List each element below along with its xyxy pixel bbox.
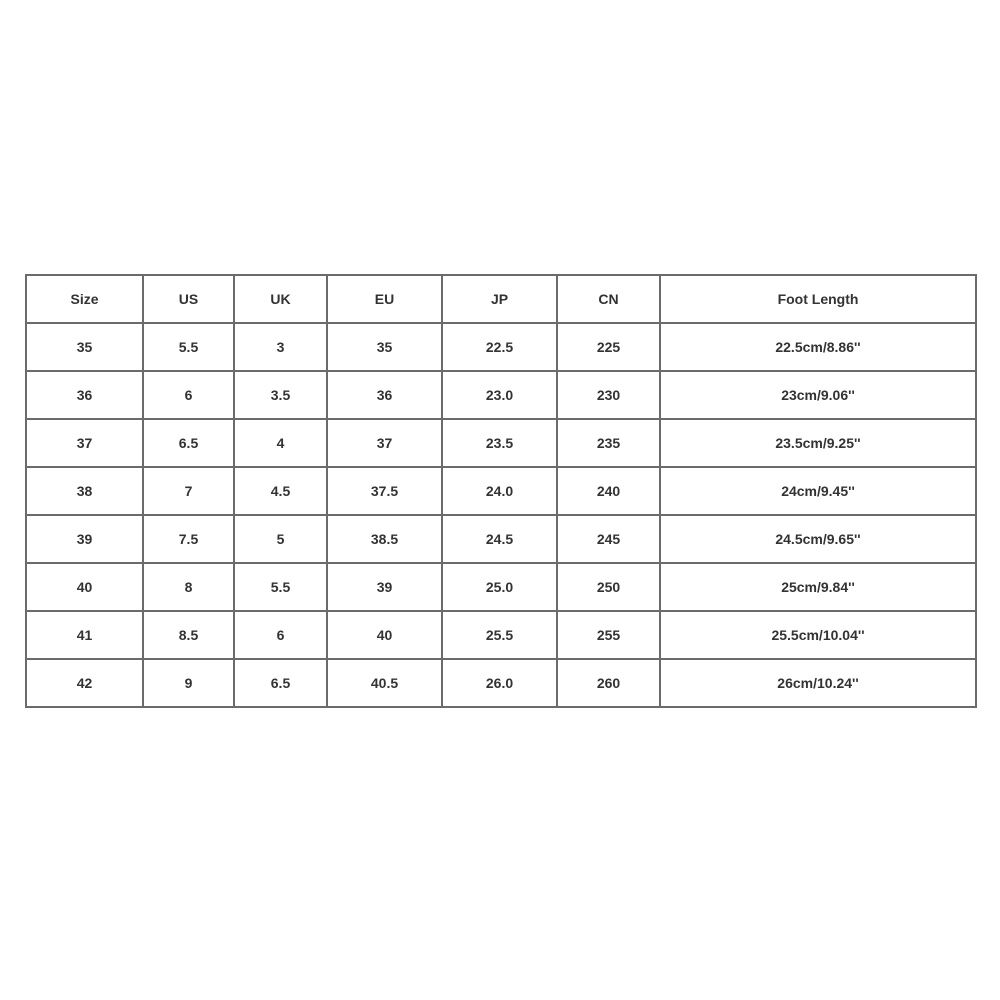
header-us: US [143, 275, 234, 323]
header-size: Size [26, 275, 143, 323]
cell-eu: 38.5 [327, 515, 442, 563]
cell-size: 36 [26, 371, 143, 419]
cell-us: 6 [143, 371, 234, 419]
cell-eu: 40 [327, 611, 442, 659]
cell-us: 8.5 [143, 611, 234, 659]
cell-jp: 26.0 [442, 659, 557, 707]
header-foot-length: Foot Length [660, 275, 976, 323]
header-eu: EU [327, 275, 442, 323]
cell-jp: 23.5 [442, 419, 557, 467]
cell-cn: 255 [557, 611, 660, 659]
table-header-row [26, 275, 976, 323]
table-row [26, 611, 976, 659]
cell-us: 7.5 [143, 515, 234, 563]
cell-cn: 260 [557, 659, 660, 707]
cell-eu: 36 [327, 371, 442, 419]
cell-uk: 4.5 [234, 467, 327, 515]
cell-cn: 230 [557, 371, 660, 419]
cell-us: 9 [143, 659, 234, 707]
cell-size: 42 [26, 659, 143, 707]
cell-eu: 37 [327, 419, 442, 467]
cell-jp: 25.5 [442, 611, 557, 659]
cell-uk: 3.5 [234, 371, 327, 419]
cell-jp: 22.5 [442, 323, 557, 371]
header-cn: CN [557, 275, 660, 323]
cell-size: 35 [26, 323, 143, 371]
size-chart-table [25, 274, 977, 708]
cell-size: 39 [26, 515, 143, 563]
cell-foot-length: 25.5cm/10.04'' [660, 611, 976, 659]
cell-eu: 40.5 [327, 659, 442, 707]
cell-uk: 4 [234, 419, 327, 467]
header-jp: JP [442, 275, 557, 323]
cell-foot-length: 26cm/10.24'' [660, 659, 976, 707]
cell-us: 7 [143, 467, 234, 515]
cell-jp: 23.0 [442, 371, 557, 419]
cell-cn: 240 [557, 467, 660, 515]
table-row [26, 371, 976, 419]
cell-cn: 250 [557, 563, 660, 611]
cell-cn: 225 [557, 323, 660, 371]
cell-eu: 39 [327, 563, 442, 611]
table-row [26, 563, 976, 611]
cell-foot-length: 25cm/9.84'' [660, 563, 976, 611]
cell-jp: 24.0 [442, 467, 557, 515]
header-uk: UK [234, 275, 327, 323]
cell-jp: 25.0 [442, 563, 557, 611]
cell-size: 38 [26, 467, 143, 515]
cell-foot-length: 22.5cm/8.86'' [660, 323, 976, 371]
table-row [26, 323, 976, 371]
cell-eu: 35 [327, 323, 442, 371]
cell-foot-length: 24cm/9.45'' [660, 467, 976, 515]
cell-uk: 5 [234, 515, 327, 563]
cell-foot-length: 24.5cm/9.65'' [660, 515, 976, 563]
cell-uk: 6.5 [234, 659, 327, 707]
cell-uk: 5.5 [234, 563, 327, 611]
cell-us: 5.5 [143, 323, 234, 371]
table-row [26, 467, 976, 515]
cell-size: 37 [26, 419, 143, 467]
table-row [26, 419, 976, 467]
cell-cn: 245 [557, 515, 660, 563]
cell-uk: 6 [234, 611, 327, 659]
table-row [26, 659, 976, 707]
cell-foot-length: 23cm/9.06'' [660, 371, 976, 419]
cell-jp: 24.5 [442, 515, 557, 563]
cell-size: 41 [26, 611, 143, 659]
cell-us: 8 [143, 563, 234, 611]
cell-eu: 37.5 [327, 467, 442, 515]
cell-foot-length: 23.5cm/9.25'' [660, 419, 976, 467]
cell-us: 6.5 [143, 419, 234, 467]
table-row [26, 515, 976, 563]
cell-uk: 3 [234, 323, 327, 371]
cell-cn: 235 [557, 419, 660, 467]
cell-size: 40 [26, 563, 143, 611]
